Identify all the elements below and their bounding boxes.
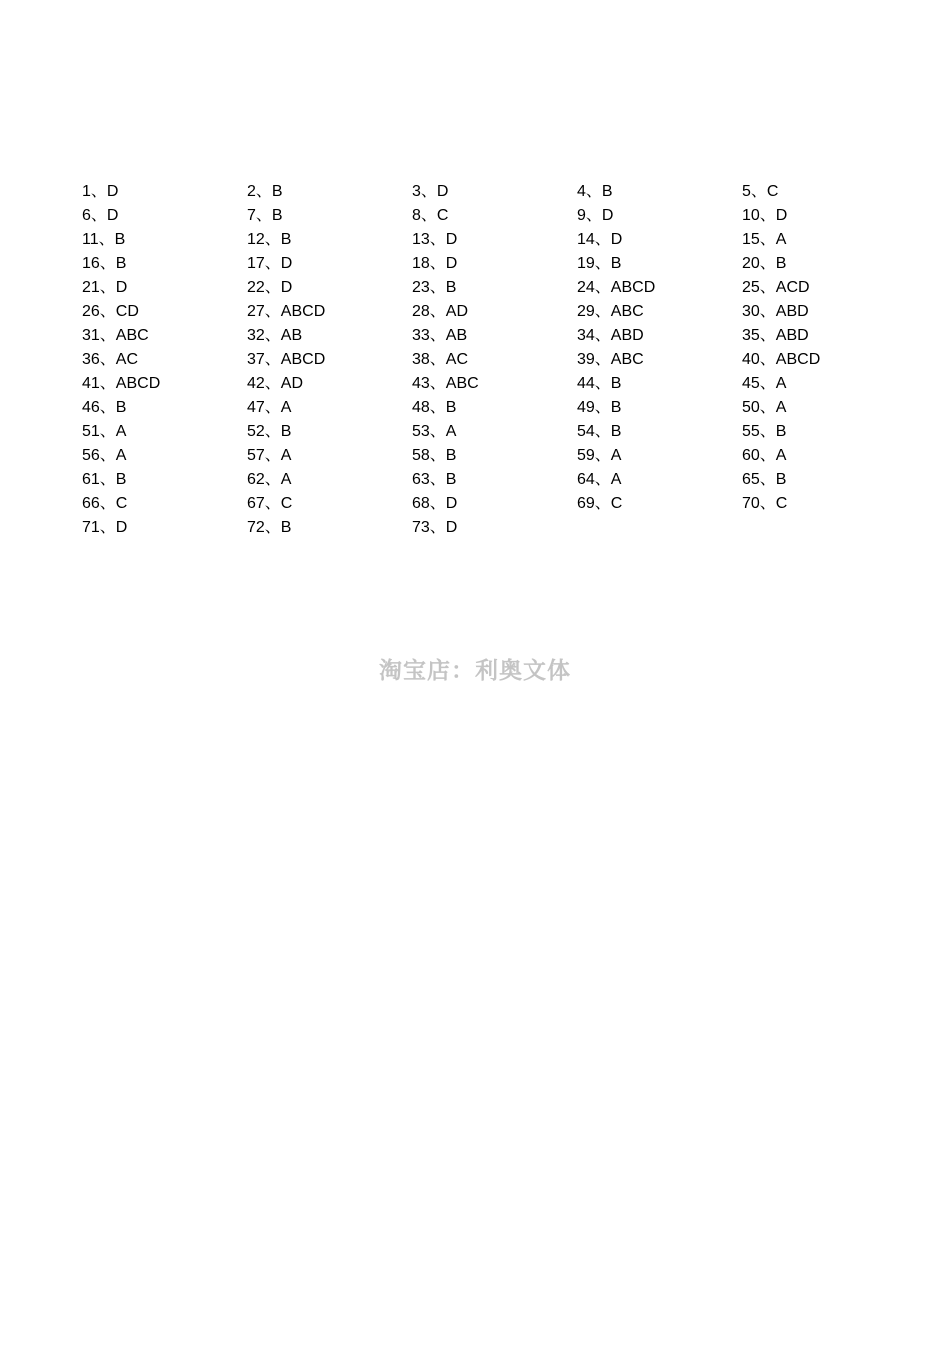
answer-item: 22、D bbox=[247, 279, 293, 296]
answer-item: 56、A bbox=[82, 447, 127, 464]
answer-item: 50、A bbox=[742, 399, 787, 416]
answer-item: 60、A bbox=[742, 447, 787, 464]
answer-item: 23、B bbox=[412, 279, 457, 296]
answer-item: 47、A bbox=[247, 399, 292, 416]
answer-item: 15、A bbox=[742, 231, 787, 248]
answer-item: 1、D bbox=[82, 183, 119, 200]
answer-item: 18、D bbox=[412, 255, 458, 272]
answer-item: 33、AB bbox=[412, 327, 468, 344]
answer-item: 65、B bbox=[742, 471, 787, 488]
answer-item: 51、A bbox=[82, 423, 127, 440]
answer-item: 4、B bbox=[577, 183, 613, 200]
answer-item: 52、B bbox=[247, 423, 292, 440]
answer-item: 45、A bbox=[742, 375, 787, 392]
answer-item: 11、B bbox=[82, 231, 126, 248]
answer-item: 67、C bbox=[247, 495, 293, 512]
answer-item: 35、ABD bbox=[742, 327, 809, 344]
answer-item: 59、A bbox=[577, 447, 622, 464]
answer-item: 12、B bbox=[247, 231, 292, 248]
answer-item: 53、A bbox=[412, 423, 457, 440]
answer-item: 14、D bbox=[577, 231, 623, 248]
answer-item: 63、B bbox=[412, 471, 457, 488]
answer-item: 72、B bbox=[247, 519, 292, 536]
answer-item: 17、D bbox=[247, 255, 293, 272]
answer-item: 28、AD bbox=[412, 303, 469, 320]
answer-item: 73、D bbox=[412, 519, 458, 536]
answer-item: 20、B bbox=[742, 255, 787, 272]
answer-item: 19、B bbox=[577, 255, 622, 272]
answer-item: 54、B bbox=[577, 423, 622, 440]
answer-item: 21、D bbox=[82, 279, 128, 296]
answer-item: 30、ABD bbox=[742, 303, 809, 320]
answer-item: 25、ACD bbox=[742, 279, 810, 296]
answer-item: 27、ABCD bbox=[247, 303, 326, 320]
answer-item: 13、D bbox=[412, 231, 458, 248]
answer-item: 36、AC bbox=[82, 351, 139, 368]
answer-item: 3、D bbox=[412, 183, 449, 200]
answer-item: 8、C bbox=[412, 207, 449, 224]
answer-item: 62、A bbox=[247, 471, 292, 488]
answer-item: 29、ABC bbox=[577, 303, 644, 320]
answer-item: 44、B bbox=[577, 375, 622, 392]
answer-item: 46、B bbox=[82, 399, 127, 416]
answer-item: 64、A bbox=[577, 471, 622, 488]
answer-item: 6、D bbox=[82, 207, 119, 224]
answer-item: 40、ABCD bbox=[742, 351, 821, 368]
answer-item: 9、D bbox=[577, 207, 614, 224]
answer-item: 42、AD bbox=[247, 375, 304, 392]
answer-item: 66、C bbox=[82, 495, 128, 512]
answer-item: 7、B bbox=[247, 207, 283, 224]
answer-item: 68、D bbox=[412, 495, 458, 512]
answer-item: 34、ABD bbox=[577, 327, 644, 344]
answer-item: 26、CD bbox=[82, 303, 139, 320]
answer-item: 32、AB bbox=[247, 327, 303, 344]
answer-item: 37、ABCD bbox=[247, 351, 326, 368]
answer-item: 55、B bbox=[742, 423, 787, 440]
answer-item: 5、C bbox=[742, 183, 779, 200]
watermark-text: 淘宝店：利奥文体 bbox=[379, 657, 571, 684]
answer-item: 61、B bbox=[82, 471, 127, 488]
answer-item: 38、AC bbox=[412, 351, 469, 368]
answer-item: 57、A bbox=[247, 447, 292, 464]
answer-item: 49、B bbox=[577, 399, 622, 416]
answer-item: 69、C bbox=[577, 495, 623, 512]
answer-item: 2、B bbox=[247, 183, 283, 200]
answer-item: 70、C bbox=[742, 495, 788, 512]
answer-key-grid bbox=[82, 180, 922, 540]
answer-item: 43、ABC bbox=[412, 375, 479, 392]
answer-item: 31、ABC bbox=[82, 327, 149, 344]
answer-item: 39、ABC bbox=[577, 351, 644, 368]
answer-item: 41、ABCD bbox=[82, 375, 161, 392]
answer-item: 48、B bbox=[412, 399, 457, 416]
answer-item: 24、ABCD bbox=[577, 279, 656, 296]
answer-item: 71、D bbox=[82, 519, 128, 536]
answer-item: 10、D bbox=[742, 207, 788, 224]
answer-item: 16、B bbox=[82, 255, 127, 272]
answer-item: 58、B bbox=[412, 447, 457, 464]
